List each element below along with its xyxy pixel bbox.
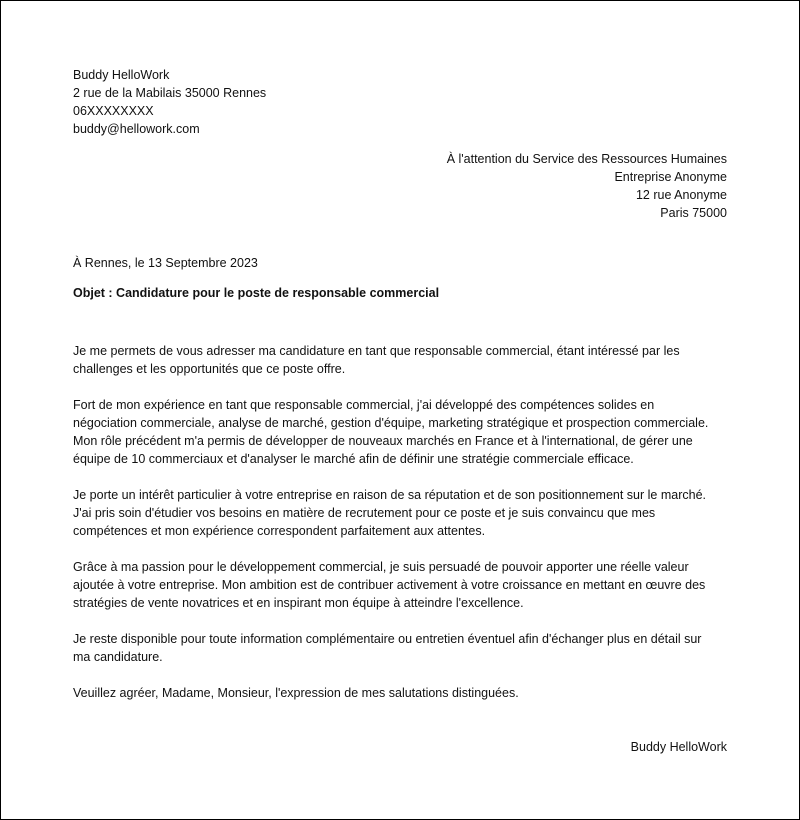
paragraph-line: Je me permets de vous adresser ma candidature en tant que responsable commercial, étant intéressé par les bbox=[73, 344, 680, 358]
sender-address: 2 rue de la Mabilais 35000 Rennes bbox=[73, 86, 267, 100]
recipient-attention: À l'attention du Service des Ressources Humaines bbox=[446, 152, 727, 166]
paragraph-line: compétences et mon expérience correspondent parfaitement aux attentes. bbox=[73, 524, 486, 538]
letter-body bbox=[73, 342, 733, 720]
sender-name: Buddy HelloWork bbox=[73, 68, 170, 82]
recipient-block bbox=[447, 150, 727, 222]
paragraph-line: Mon rôle précédent m'a permis de développer de nouveaux marchés en France et à l'international, de gérer une bbox=[73, 434, 693, 448]
paragraph-line: J'ai pris soin d'étudier vos besoins en matière de recrutement pour ce poste et je suis convaincu que mes bbox=[73, 506, 656, 520]
paragraph-line: Fort de mon expérience en tant que responsable commercial, j'ai développé des compétences solides en bbox=[73, 398, 655, 412]
paragraph-line: négociation commerciale, analyse de marché, gestion d'équipe, marketing stratégique et prospection commerciale. bbox=[73, 416, 709, 430]
paragraph-experience bbox=[73, 396, 733, 468]
signature: Buddy HelloWork bbox=[630, 740, 727, 754]
paragraph-line: équipe de 10 commerciaux et d'analyser le marché afin de définir une stratégie commerciale efficace. bbox=[73, 452, 634, 466]
sender-email: buddy@hellowork.com bbox=[73, 122, 200, 136]
letter-date: À Rennes, le 13 Septembre 2023 bbox=[73, 256, 258, 270]
paragraph-line: Grâce à ma passion pour le développement commercial, je suis persuadé de pouvoir apporter une réelle valeur bbox=[73, 560, 689, 574]
recipient-city: Paris 75000 bbox=[660, 206, 727, 220]
recipient-street: 12 rue Anonyme bbox=[635, 188, 727, 202]
paragraph-line: ma candidature. bbox=[73, 650, 163, 664]
paragraph-line: Je reste disponible pour toute information complémentaire ou entretien éventuel afin d'échanger plus en détail sur bbox=[73, 632, 702, 646]
letter-subject: Objet : Candidature pour le poste de responsable commercial bbox=[73, 286, 440, 300]
paragraph-motivation bbox=[73, 558, 733, 612]
paragraph-introduction bbox=[73, 342, 733, 378]
paragraph-line: Je porte un intérêt particulier à votre entreprise en raison de sa réputation et de son positionnement sur le marché. bbox=[73, 488, 706, 502]
paragraph-line: Veuillez agréer, Madame, Monsieur, l'expression de mes salutations distinguées. bbox=[73, 686, 519, 700]
paragraph-line: ajoutée à votre entreprise. Mon ambition est de contribuer activement à votre croissance en mettant en œuvre des bbox=[73, 578, 706, 592]
recipient-company: Entreprise Anonyme bbox=[614, 170, 727, 184]
sender-block bbox=[73, 66, 266, 138]
paragraph-availability bbox=[73, 630, 733, 666]
paragraph-interest bbox=[73, 486, 733, 540]
paragraph-closing bbox=[73, 684, 733, 702]
paragraph-line: challenges et les opportunités que ce poste offre. bbox=[73, 362, 346, 376]
paragraph-line: stratégies de vente novatrices et en inspirant mon équipe à atteindre l'excellence. bbox=[73, 596, 524, 610]
sender-phone: 06XXXXXXXX bbox=[73, 104, 154, 118]
